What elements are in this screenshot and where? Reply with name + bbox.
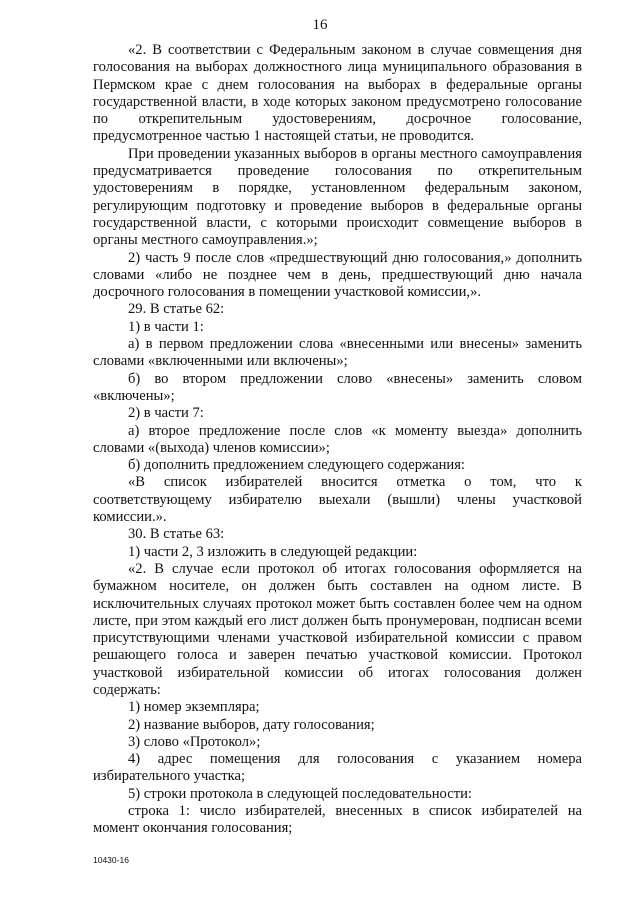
paragraph: 5) строки протокола в следующей последовательности:: [128, 785, 472, 802]
paragraph: 2) название выборов, дату голосования;: [128, 716, 375, 733]
paragraph: «В список избирателей вносится отметка о том, что к соответствующему избирателю выехали (вышли) члены участковой комиссии.».: [93, 474, 582, 526]
paragraph: а) в первом предложении слова «внесенными или внесены» заменить словами «включенными или включены»;: [93, 336, 582, 370]
paragraph: 3) слово «Протокол»;: [128, 733, 261, 750]
paragraph: 29. В статье 62:: [128, 301, 225, 318]
paragraph: строка 1: число избирателей, внесенных в список избирателей на момент окончания голосования;: [93, 803, 582, 837]
paragraph: 1) номер экземпляра;: [128, 699, 260, 716]
paragraph: При проведении указанных выборов в органы местного самоуправления предусматривается проведение голосования по открепительным удостоверениям в порядке, установленном федеральным законом, регулирующим подготовку и проведение выборов в федеральные органы государственной власти, с которыми происходит совмещение выборов в органы местного самоуправления.»;: [93, 145, 582, 249]
footer-document-code: 10430-16: [93, 855, 129, 865]
paragraph: 30. В статье 63:: [128, 526, 225, 543]
paragraph: 2) в части 7:: [128, 405, 204, 422]
paragraph: 1) в части 1:: [128, 318, 204, 335]
page-number: 16: [312, 17, 328, 33]
paragraph: б) во втором предложении слово «внесены» заменить словом «включены»;: [93, 370, 582, 404]
document-body: [93, 42, 582, 838]
paragraph: «2. В соответствии с Федеральным законом в случае совмещения дня голосования на выборах должностного лица муниципального образования в Пермском крае с днем голосования на выборах в федеральные органы государственной власти, в ходе которых законом предусмотрено голосование по открепительным удостоверениям, досрочное голосование, предусмотренное частью 1 настоящей статьи, не проводится.: [93, 42, 582, 145]
paragraph: 1) части 2, 3 изложить в следующей редакции:: [128, 543, 418, 560]
paragraph: б) дополнить предложением следующего содержания:: [128, 457, 465, 474]
paragraph: 2) часть 9 после слов «предшествующий дню голосования,» дополнить словами «либо не позднее чем в день, предшествующий дню начала досрочного голосования в помещении участковой комиссии,».: [93, 249, 582, 301]
paragraph: «2. В случае если протокол об итогах голосования оформляется на бумажном носителе, он должен быть составлен на одном листе. В исключительных случаях протокол может быть составлен более чем на одном листе, при этом каждый его лист должен быть пронумерован, подписан всеми присутствующими членами участковой избирательной комиссии с правом решающего голоса и заверен печатью участковой комиссии. Протокол участковой избирательной комиссии об итогах голосования должен содержать:: [93, 560, 582, 698]
paragraph: а) второе предложение после слов «к моменту выезда» дополнить словами «(выхода) членов комиссии»;: [93, 422, 582, 456]
paragraph: 4) адрес помещения для голосования с указанием номера избирательного участка;: [93, 751, 582, 785]
